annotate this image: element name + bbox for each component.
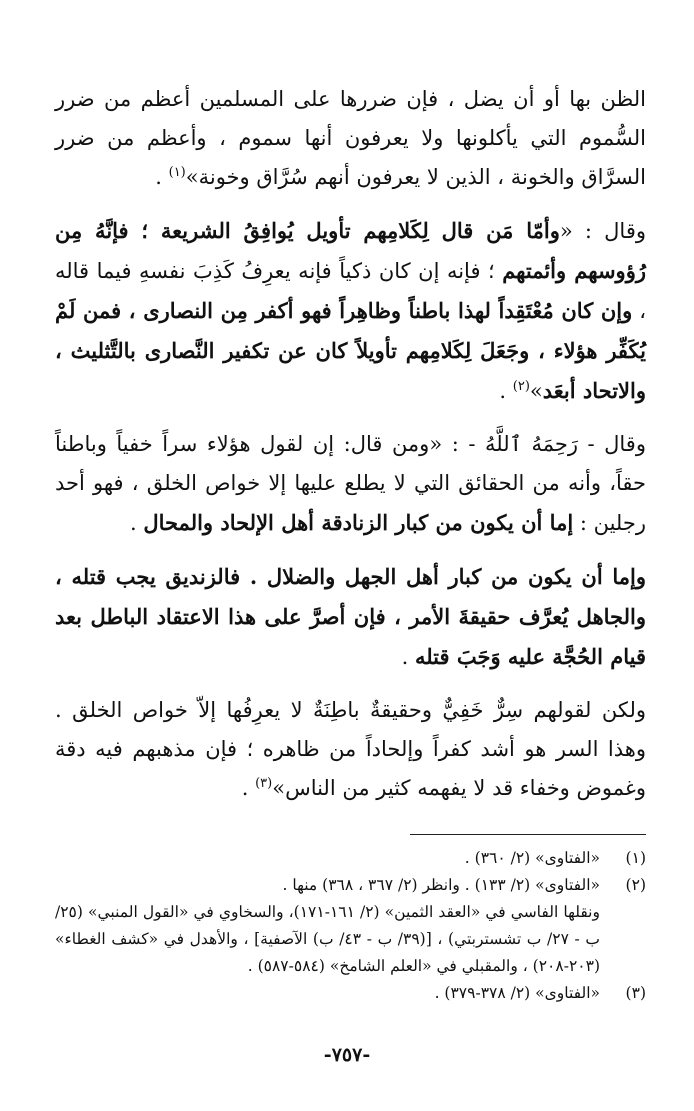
footnote-body [55,980,600,1007]
text-run: ؛ فإنه إن كان ذكياً فإنه يعرِفُ كَذِبَ نفسهِ فيما قاله ، [55,259,646,323]
footnote-line: ونقلها الفاسي في «العقد الثمين» (٢/ ١٦١-١٧١)، والسخاوي في «القول المنبي» (٢٥/ ب - ٢٧/ ب تشستربتي) ، [(٣٩/ ب - ٤٣/ ب) الآصفية] ، والأهدل في «كشف الغطاء» (٢٠٣-٢٠٨) ، والمقبلي في «العلم الشامخ» (٥٨٤-٥٨٧) . [55,903,600,975]
footnote-separator-wrap [55,822,646,845]
footnote-line: «الفتاوى» (٢/ ١٣٣) . وانظر (٢/ ٣٦٧ ، ٣٦٨) منها . [282,876,600,894]
footnote [55,872,646,980]
footnote-reference[interactable]: (١) [168,165,186,180]
text-run: وقال : « [559,219,646,243]
page-number: -٧٥٧- [323,1044,371,1066]
footnote-body [55,845,600,872]
footnote-number: (١) [625,849,646,867]
paragraph [55,80,646,197]
footnote-reference[interactable]: (٢) [512,379,530,394]
bold-text: وأمّا مَن قال لِكَلامِهم تأويل يُوافِقُ الشريعة ؛ فإنَّهُ مِن رُؤوسهم وأئمتهم [55,218,646,283]
paragraph [55,425,646,543]
footnote-reference[interactable]: (٣) [255,776,273,791]
footnote-body [55,872,600,980]
text-run: . [129,511,144,535]
text-run: . [155,165,169,189]
footnote [55,845,646,872]
paragraph [55,211,646,411]
text-run: وقال - رَحِمَهُ ٱللَّهُ - : «ومن قال: إن لقول هؤلاء سراً خفياً وباطناً حقاً، وأنه من الحقائق التي لا يطلع عليها إلا خواص الخلق ، فهو أحد رجلين : [55,432,646,535]
bold-text: إما أن يكون من كبار الزنادقة أهل الإلحاد والمحال [143,510,574,535]
text-run: . [401,645,415,669]
text-run: . [499,379,513,403]
footnote [55,980,646,1007]
footnote-line: «الفتاوى» (٢/ ٣٦٠) . [464,849,600,867]
paragraph [55,691,646,808]
footnotes [55,845,646,1007]
text-run: . [241,776,256,800]
text-run: الظن بها أو أن يضل ، فإن ضررها على المسلمين أعظم من ضرر السُّموم التي يأكلونها ولا يعرفون أنها سموم ، وأعظم من ضرر السرَّاق والخونة ، الذين لا يعرفون أنهم سُرَّاق وخونة» [55,87,646,189]
footnote-number: (٢) [625,876,646,894]
text-run: » [529,379,543,403]
footnote-separator [410,834,646,835]
text-run: ولكن لقولهم سِرٌّ خَفِيٌّ وحقيقةٌ باطِنَةٌ لا يعرِفُها إلاّ خواص الخلق . وهذا السر هو أشد كفراً وإلحاداً من ظاهره ؛ فإن مذهبهم فيه دقة وغموض وخفاء قد لا يفهمه كثير من الناس» [55,698,646,800]
body-text [55,80,646,808]
footnote-number: (٣) [625,984,646,1002]
bold-text: وإما أن يكون من كبار أهل الجهل والضلال . فالزنديق يجب قتله ، والجاهل يُعرَّف حقيقةَ الأمر ، فإن أصرَّ على هذا الاعتقاد الباطل بعد قيام الحُجَّة عليه وَجَبَ قتله [55,564,646,669]
footnote-line: «الفتاوى» (٢/ ٣٧٨-٣٧٩) . [434,984,600,1002]
bold-text: وإن كان مُعْتَقِداً لهذا باطناً وظاهِراً فهو أكفر مِن النصارى ، فمن لَمْ يُكَفِّر هؤلاء ، وجَعَلَ لِكَلامِهم تأويلاً كان عن تكفير النَّصارى بالتَّثليث ، والاتحاد أبعَد [55,298,646,403]
paragraph [55,557,646,677]
